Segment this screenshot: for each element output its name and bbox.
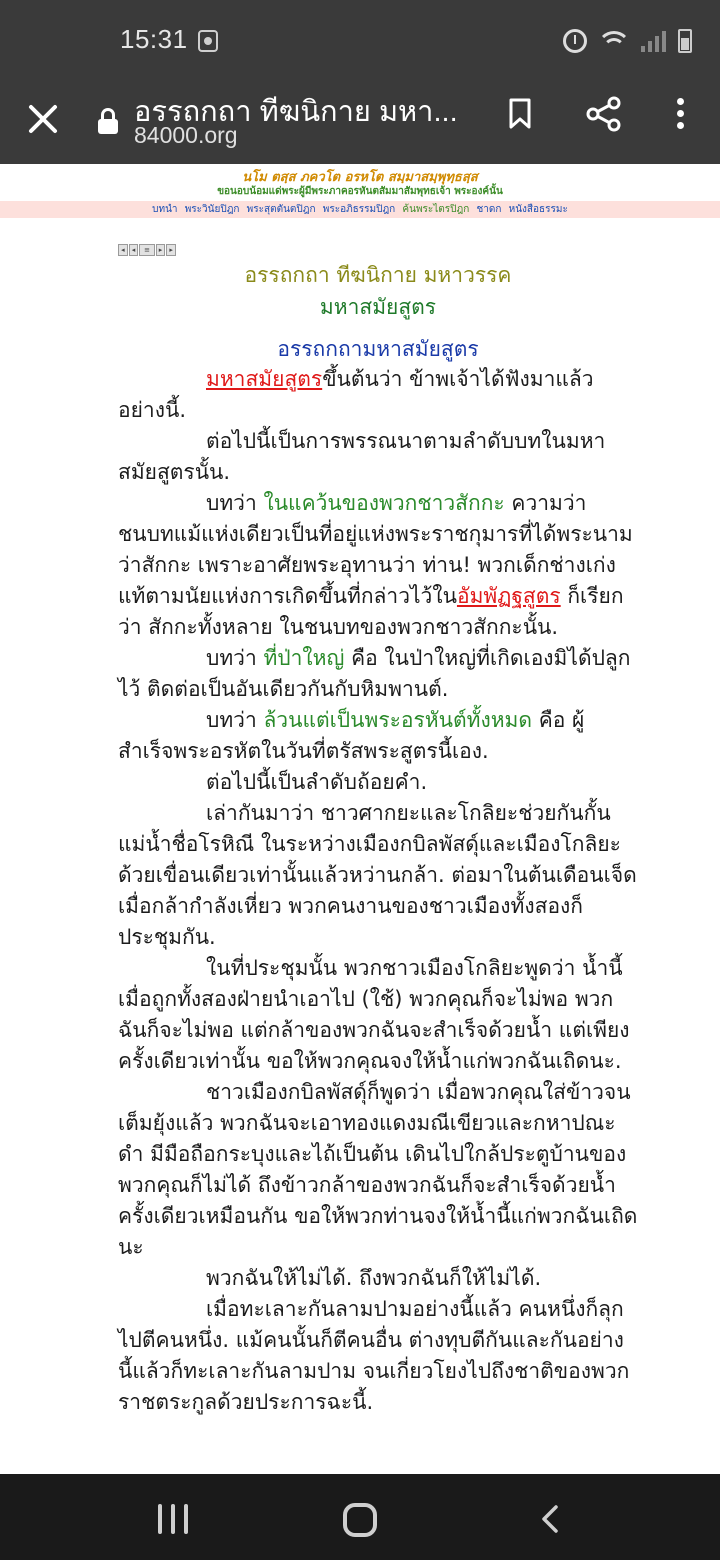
paragraph-text: ก็เรียกว่า สักกะทั้งหลาย ในชนบทของพวกชาวสักกะนั้น. <box>118 584 624 639</box>
notification-icon <box>198 30 218 52</box>
nav-intro[interactable]: บทนำ <box>152 204 178 215</box>
close-icon[interactable] <box>26 102 60 136</box>
paragraph: พวกฉันให้ไม่ได้. ถึงพวกฉันก็ให้ไม่ได้. <box>206 1266 542 1290</box>
system-nav-bar <box>0 1474 720 1560</box>
thai-homage: ขอนอบน้อมแด่พระผู้มีพระภาคอรหันตสัมมาสัมพุทธเจ้า พระองค์นั้น <box>217 186 503 197</box>
lock-icon <box>98 108 118 132</box>
nav-abhidhamma[interactable]: พระอภิธรรมปิฎก <box>322 204 396 215</box>
article-subtitle: มหาสมัยสูตร <box>319 295 437 319</box>
nav-search[interactable]: ค้นพระไตรปิฎก <box>402 204 470 215</box>
paragraph-text: บทว่า <box>206 646 264 670</box>
toc-button[interactable]: ≡ <box>139 244 154 256</box>
recent-apps-icon[interactable] <box>158 1504 188 1534</box>
more-menu-icon[interactable] <box>674 98 686 132</box>
sutta-link[interactable]: มหาสมัยสูตร <box>206 367 323 391</box>
paragraph-text: บทว่า <box>206 491 264 515</box>
page-url[interactable]: 84000.org <box>134 122 238 148</box>
paragraph-text: คือ ในป่าใหญ่ที่เกิดเองมิได้ปลูกไว้ ติดต่อเป็นอันเดียวกันกับหิมพานต์. <box>118 646 631 701</box>
nav-vinaya[interactable]: พระวินัยปิฎก <box>184 204 240 215</box>
paragraph: ในที่ประชุมนั้น พวกชาวเมืองโกลิยะพูดว่า น้ำนี้เมื่อถูกทั้งสองฝ่ายนำเอาไป (ใช้) พวกคุณก็จะไม่พอ พวกฉันก็จะไม่พอ แต่กล้าของพวกฉันจะสำเร็จด้วยน้ำ แต่เพียงครั้งเดียวเท่านั้น ขอให้พวกคุณจงให้น้ำแก่พวกฉันเถิดนะ. <box>118 956 630 1073</box>
highlighted-term: ในแคว้นของพวกชาวสักกะ <box>263 491 505 515</box>
paragraph: เล่ากันมาว่า ชาวศากยะและโกลิยะช่วยกันกั้นแม่น้ำชื่อโรหิณี ในระหว่างเมืองกบิลพัสดุ์และเมืองโกลิยะด้วยเขื่อนเดียวเท่านั้นแล้วหว่านกล้า. ต่อมาในต้นเดือนเจ็ด เมื่อกล้ากำลังเหี่ยว พวกคนงานของชาวเมืองทั้งสองก็ประชุมกัน. <box>118 801 637 949</box>
nav-books[interactable]: หนังสือธรรมะ <box>508 204 568 215</box>
back-icon[interactable] <box>538 1504 564 1534</box>
page-title[interactable]: อรรถกถา ทีฆนิกาย มหา... <box>134 96 458 128</box>
paragraph-text: คือ ผู้สำเร็จพระอรหัตในวันที่ตรัสพระสูตรนี้เอง. <box>118 708 585 763</box>
paragraph-text: ความว่า ชนบทแม้แห่งเดียวเป็นที่อยู่แห่งพระราชกุมารที่ได้พระนามว่าสักกะ เพราะอาศัยพระอุทานว่า ท่าน! พวกเด็กช่างเก่งแท้ตามนัยแห่งการเกิดขึ้นที่กล่าวไว้ใน <box>118 491 633 608</box>
paragraph <box>118 643 638 705</box>
site-nav <box>0 201 720 218</box>
article <box>118 262 638 1418</box>
pali-homage: นโม ตสฺส ภควโต อรหโต สมฺมาสมฺพุทฺธสฺส <box>242 170 478 185</box>
paragraph <box>118 488 638 643</box>
wifi-icon <box>599 29 629 53</box>
paragraph: เมื่อทะเลาะกันลามปามอย่างนี้แล้ว คนหนึ่งก็ลุกไปตีคนหนึ่ง. แม้คนนั้นก็ตีคนอื่น ต่างทุบตีกันและกันอย่างนี้แล้วก็ทะเลาะกันลามปาม จนเกี่ยวโยงไปถึงชาติของพวกราชตระกูลด้วยประการฉะนี้. <box>118 1297 630 1414</box>
section-heading: อรรถกถามหาสมัยสูตร <box>277 337 479 361</box>
prev-page-button[interactable]: ◂ <box>129 244 139 256</box>
site-header <box>0 164 720 220</box>
status-icons <box>563 26 692 56</box>
status-time: 15:31 <box>120 24 188 54</box>
paragraph: ต่อไปนี้เป็นลำดับถ้อยคำ. <box>206 770 428 794</box>
bookmark-icon[interactable] <box>508 98 532 130</box>
home-icon[interactable] <box>343 1503 377 1537</box>
highlighted-term: ล้วนแต่เป็นพระอรหันต์ทั้งหมด <box>263 708 533 732</box>
article-title: อรรถกถา ทีฆนิกาย มหาวรรค <box>244 263 512 287</box>
signal-icon <box>641 30 666 52</box>
browser-toolbar <box>0 82 720 164</box>
next-page-button[interactable]: ▸ <box>156 244 166 256</box>
nav-jataka[interactable]: ชาดก <box>476 204 502 215</box>
page-navigation <box>118 244 176 256</box>
share-icon[interactable] <box>586 96 622 132</box>
status-bar <box>0 0 720 82</box>
battery-icon <box>678 29 692 53</box>
paragraph-text: ขึ้นต้นว่า ข้าพเจ้าได้ฟังมาแล้วอย่างนี้. <box>118 367 594 422</box>
last-page-button[interactable]: ▸ <box>166 244 176 256</box>
paragraph: ต่อไปนี้เป็นการพรรณนาตามลำดับบทในมหาสมัยสูตรนั้น. <box>118 429 606 484</box>
paragraph: ชาวเมืองกบิลพัสดุ์ก็พูดว่า เมื่อพวกคุณใส่ข้าวจนเต็มยุ้งแล้ว พวกฉันจะเอาทองแดงมณีเขียวและกหาปณะดำ มีมือถือกระบุงและไถ้เป็นต้น เดินไปใกล้ประตูบ้านของพวกคุณก็ไม่ได้ ถึงข้าวกล้าของพวกฉันก็จะสำเร็จด้วยน้ำครั้งเดียวเหมือนกัน ขอให้พวกท่านจงให้น้ำนี้แก่พวกฉันเถิดนะ <box>118 1080 638 1259</box>
alarm-icon <box>563 29 587 53</box>
sutta-link[interactable]: อัมพัฏฐสูตร <box>456 584 561 608</box>
paragraph-text: บทว่า <box>206 708 264 732</box>
nav-suttanta[interactable]: พระสุตตันตปิฎก <box>246 204 316 215</box>
highlighted-term: ที่ป่าใหญ่ <box>263 646 345 670</box>
paragraph <box>118 705 638 767</box>
paragraph <box>118 364 638 426</box>
first-page-button[interactable]: ◂ <box>118 244 128 256</box>
